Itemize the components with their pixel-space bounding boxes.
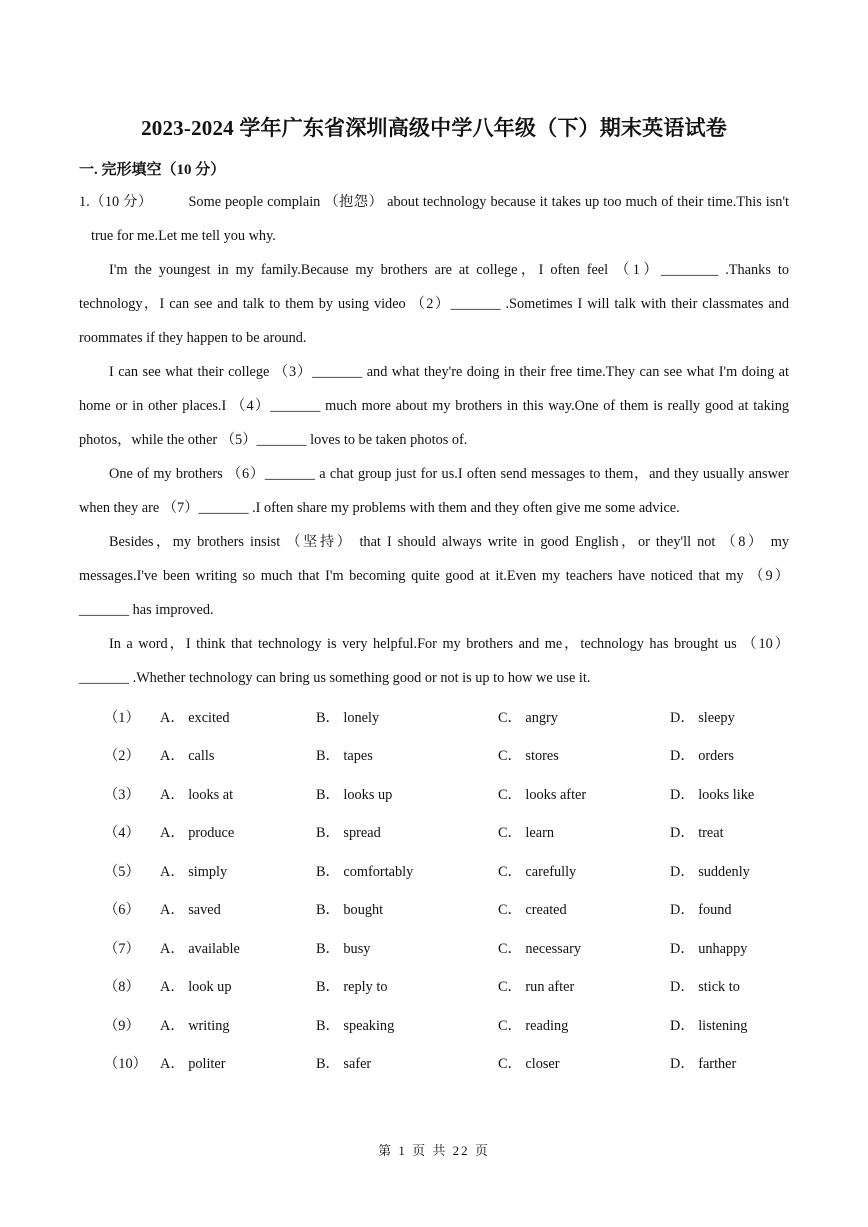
option-a: A． produce — [160, 825, 235, 841]
option-number: （7） — [104, 941, 140, 957]
option-a: A． look up — [160, 979, 232, 995]
paragraph-text: I can see what their college （3）_______ and what they're doing in their free time.They can see what I'm doing at home or in other places.I （4）_______ much more about my brothers in this way.One of them is really good at taking photos，while the other （5）_______ loves to be taken photos of. — [79, 364, 789, 448]
option-row-4 — [0, 822, 868, 860]
option-c: C． looks after — [498, 787, 587, 803]
option-c: C． stores — [498, 748, 559, 764]
option-d: D． listening — [670, 1018, 748, 1034]
option-b: B． busy — [316, 941, 371, 957]
option-b: B． safer — [316, 1056, 372, 1072]
question-stem — [79, 185, 789, 253]
option-number: （2） — [104, 748, 140, 764]
option-c: C． created — [498, 902, 567, 918]
option-row-9 — [0, 1015, 868, 1053]
option-c: C． carefully — [498, 864, 577, 880]
passage-paragraph-3 — [79, 457, 789, 525]
option-c: C． reading — [498, 1018, 569, 1034]
option-number: （10） — [104, 1056, 147, 1072]
option-a: A． simply — [160, 864, 228, 880]
option-b: B． lonely — [316, 710, 380, 726]
passage-paragraph-1 — [79, 253, 789, 355]
passage-paragraph-2 — [79, 355, 789, 457]
paragraph-text: 1.（10 分） Some people complain （抱怨） about technology because it takes up too much of their time.This isn't true for me.Let me tell you why. — [79, 194, 789, 244]
option-d: D． looks like — [670, 787, 755, 803]
option-row-7 — [0, 938, 868, 976]
section-heading: 一. 完形填空（10 分） — [79, 162, 226, 178]
option-row-1 — [0, 707, 868, 745]
option-c: C． necessary — [498, 941, 581, 957]
passage-paragraph-4 — [79, 525, 789, 627]
option-number: （4） — [104, 825, 140, 841]
option-c: C． run after — [498, 979, 575, 995]
option-number: （9） — [104, 1018, 140, 1034]
option-b: B． comfortably — [316, 864, 414, 880]
option-b: B． reply to — [316, 979, 388, 995]
option-row-10 — [0, 1053, 868, 1091]
option-number: （6） — [104, 902, 140, 918]
option-c: C． closer — [498, 1056, 560, 1072]
option-a: A． looks at — [160, 787, 234, 803]
option-c: C． learn — [498, 825, 554, 841]
option-d: D． farther — [670, 1056, 737, 1072]
option-b: B． tapes — [316, 748, 373, 764]
paragraph-text: I'm the youngest in my family.Because my brothers are at college，I often feel （1）________ .Thanks to technology，I can see and talk to them by using video （2）_______ .Sometimes I will talk with their classmates and roommates if they happen to be around. — [79, 262, 789, 346]
option-a: A． available — [160, 941, 240, 957]
option-a: A． saved — [160, 902, 221, 918]
option-d: D． orders — [670, 748, 734, 764]
option-a: A． politer — [160, 1056, 226, 1072]
option-row-2 — [0, 745, 868, 783]
page-title: 2023-2024 学年广东省深圳高级中学八年级（下）期末英语试卷 — [141, 116, 727, 140]
option-d: D． suddenly — [670, 864, 750, 880]
option-d: D． sleepy — [670, 710, 735, 726]
option-number: （3） — [104, 787, 140, 803]
option-b: B． looks up — [316, 787, 393, 803]
option-b: B． bought — [316, 902, 384, 918]
paragraph-text: One of my brothers （6）_______ a chat group just for us.I often send messages to them，and they usually answer when they are （7）_______ .I often share my problems with them and they often give me some advice. — [79, 466, 789, 516]
option-row-6 — [0, 899, 868, 937]
passage-paragraph-5 — [79, 627, 789, 695]
option-d: D． unhappy — [670, 941, 748, 957]
option-number: （1） — [104, 710, 140, 726]
option-a: A． writing — [160, 1018, 230, 1034]
option-row-5 — [0, 861, 868, 899]
option-d: D． found — [670, 902, 732, 918]
option-row-3 — [0, 784, 868, 822]
option-row-8 — [0, 976, 868, 1014]
paragraph-text: Besides，my brothers insist （坚持） that I should always write in good English，or they'll not （8） my messages.I've been writing so much that I'm becoming quite good at it.Even my teachers have noticed that my （9）_______ has improved. — [79, 534, 789, 618]
option-d: D． stick to — [670, 979, 740, 995]
option-b: B． speaking — [316, 1018, 395, 1034]
option-c: C． angry — [498, 710, 558, 726]
option-number: （8） — [104, 979, 140, 995]
option-a: A． excited — [160, 710, 230, 726]
option-a: A． calls — [160, 748, 215, 764]
page-footer: 第 1 页 共 22 页 — [378, 1143, 490, 1158]
option-number: （5） — [104, 864, 140, 880]
option-d: D． treat — [670, 825, 724, 841]
paragraph-text: In a word，I think that technology is very helpful.For my brothers and me，technology has brought us （10）_______ .Whether technology can bring us something good or not is up to how we use it. — [79, 636, 789, 686]
option-b: B． spread — [316, 825, 381, 841]
